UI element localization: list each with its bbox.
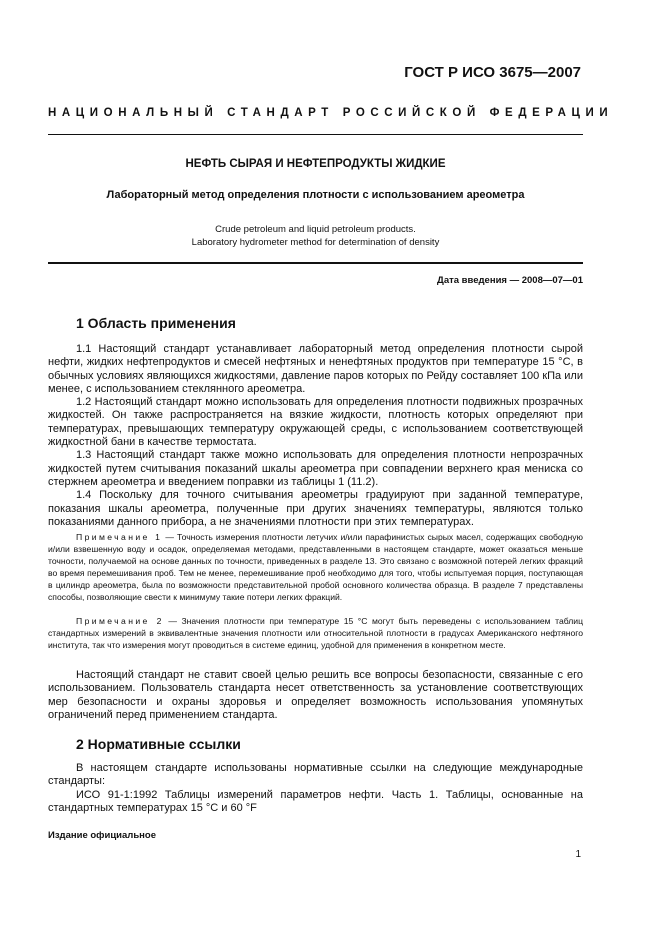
- title-divider: [48, 262, 583, 264]
- document-title: НЕФТЬ СЫРАЯ И НЕФТЕПРОДУКТЫ ЖИДКИЕ: [185, 158, 446, 170]
- section1-clauses: [48, 343, 583, 529]
- note-1: [48, 531, 583, 603]
- official-edition-label: Издание официальное: [48, 830, 156, 841]
- reference-iso-91-1: ИСО 91-1:1992 Таблицы измерений параметров нефти. Часть 1. Таблицы, основанные на стандартных температурах 15 °С и 60 °F: [48, 788, 583, 814]
- note-2-label: Примечание 2: [76, 616, 164, 626]
- note-1-label: Примечание 1: [76, 532, 163, 542]
- english-title-line2: Laboratory hydrometer method for determination of density: [191, 237, 440, 248]
- english-title-line1: Crude petroleum and liquid petroleum products.: [215, 224, 416, 235]
- national-standard-banner: НАЦИОНАЛЬНЫЙ СТАНДАРТ РОССИЙСКОЙ ФЕДЕРАЦИИ: [48, 107, 614, 119]
- clause-1-4: 1.4 Поскольку для точного считывания ареометры градуируют при заданной температуре, показания шкалы ареометра, полученные при других значениях температуры, являются только показаниями данного прибора, а не значениями плотности при этих температурах.: [48, 489, 583, 528]
- safety-text: Настоящий стандарт не ставит своей целью решить все вопросы безопасности, связанные с его использованием. Пользователь стандарта несет ответственность за установление соответствующих мер безопасности и охраны здоровья и определяет возможность использования упомянутых ограничений перед применением стандарта.: [48, 669, 583, 721]
- header-divider: [48, 134, 583, 135]
- page-number: 1: [575, 849, 581, 860]
- clause-1-3: 1.3 Настоящий стандарт также можно использовать для определения плотности непрозрачных жидкостей путем считывания показаний шкалы ареометра при совпадении верхнего края мениска со стержнем ареометра и введением поправки из таблицы 1 (11.2).: [48, 449, 583, 488]
- english-title: [48, 223, 583, 249]
- safety-paragraph: [48, 669, 583, 722]
- note-1-text: — Точность измерения плотности летучих и/или парафинистых сырых масел, содержащих свободную и/или взвешенную воду и осадок, определяемая методами, представленными в настоящем стандарте, может оказаться меньше точности, получаемой на основе данных по точности, приведенных в разделе 13. Это связано с возможной потерей легких фракций во время перемешивания проб. Тем не менее, перемешивание проб необходимо для того, чтобы испытуемая порция, поступающая в цилиндр ареометра, была по возможности представительной пробой основного количества образца. В разделе 7 представлены способы, позволяющие свести к минимуму такие потери легких фракций.: [48, 532, 583, 602]
- document-subtitle: Лабораторный метод определения плотности с использованием ареометра: [106, 189, 525, 201]
- clause-1-1: 1.1 Настоящий стандарт устанавливает лабораторный метод определения плотности сырой нефти, жидких нефтепродуктов и смесей нефтяных и ненефтяных продуктов при температуре 15 °С, в обычных условиях являющихся жидкостями, давление паров которых по Рейду составляет 100 кПа или менее, с использованием стеклянного ареометра.: [48, 343, 583, 395]
- clause-1-2: 1.2 Настоящий стандарт можно использовать для определения плотности подвижных прозрачных жидкостей. Он также распространяется на вязкие жидкости, плотность которых определяют при температурах, превышающих температуру окружающей среды, с использованием соответствующей жидкостной бани в качестве термостата.: [48, 396, 583, 449]
- section2-heading: 2 Нормативные ссылки: [76, 736, 241, 752]
- references-intro: В настоящем стандарте использованы нормативные ссылки на следующие международные стандарты:: [48, 762, 583, 788]
- note-2-text: — Значения плотности при температуре 15 °С могут быть переведены с использованием таблиц стандартных измерений в эквивалентные значения плотности или относительной плотности в градусах Американского нефтяного института, так что измерения могут проводиться в системе единиц, удобной для применения в конкретном месте.: [48, 616, 583, 650]
- section2-body: [48, 762, 583, 815]
- document-code: ГОСТ Р ИСО 3675—2007: [404, 64, 581, 81]
- section1-heading: 1 Область применения: [76, 315, 236, 331]
- note-2: [48, 615, 583, 651]
- date-introduced: Дата введения — 2008—07—01: [437, 275, 583, 286]
